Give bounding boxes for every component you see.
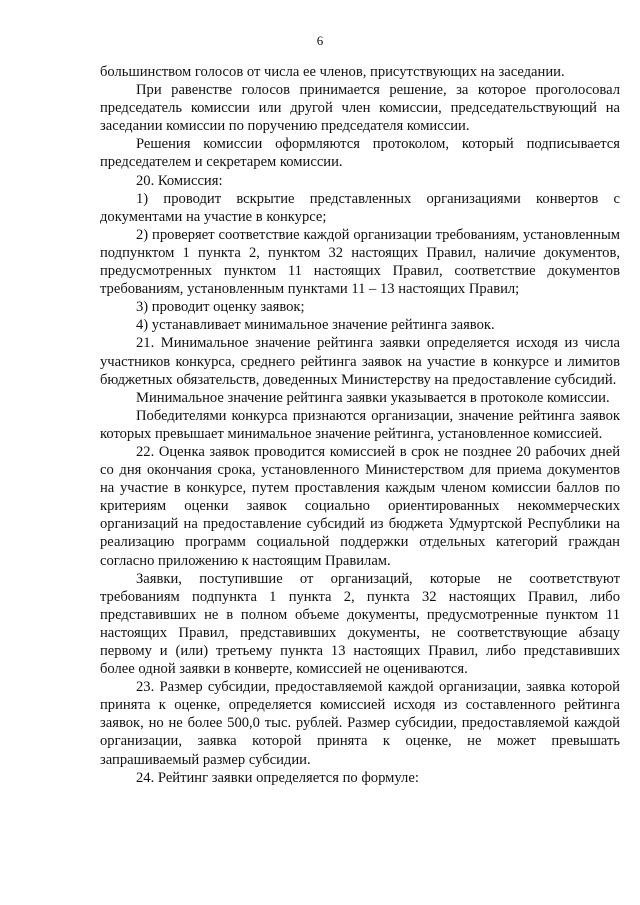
page-number: 6 xyxy=(316,33,324,48)
paragraph-clause-24: 24. Рейтинг заявки определяется по формуле: xyxy=(136,769,419,786)
paragraph-clause-20-2: 2) проверяет соответствие каждой организации требованиям, установленным подпунктом 1 пункта 2, пунктом 32 настоящих Правил, наличие документов, предусмотренных пунктом 11 настоящих Правил, соответствие документов требованиям, установленным пунктами 11 – 13 настоящих Правил; xyxy=(100,226,620,298)
paragraph-tie-vote: При равенстве голосов принимается решение, за которое проголосовал председатель комиссии или другой член комиссии, председательствующий на заседании комиссии по поручению председателя комиссии. xyxy=(100,82,620,135)
paragraph-clause-23: 23. Размер субсидии, предоставляемой каждой организации, заявка которой принята к оценке, определяется комиссией исходя из составленного рейтинга заявок, но не более 500,0 тыс. рублей. Размер субсидии, предоставляемой каждой организации, заявка которой принята к оценке, не может превышать запрашиваемый размер субсидии. xyxy=(100,679,620,768)
paragraph-clause-20: 20. Комиссия: xyxy=(136,172,223,189)
paragraph-winners: Победителями конкурса признаются организации, значение рейтинга заявок которых превышает минимальное значение рейтинга, установленное комиссией. xyxy=(100,407,620,442)
paragraph-min-rating: Минимальное значение рейтинга заявки указывается в протоколе комиссии. xyxy=(136,389,610,406)
paragraph-clause-21: 21. Минимальное значение рейтинга заявки определяется исходя из числа участников конкурса, среднего рейтинга заявок на участие в конкурсе и лимитов бюджетных обязательств, доведенных Министерству на предоставление субсидий. xyxy=(100,335,620,388)
paragraph-clause-22: 22. Оценка заявок проводится комиссией в срок не позднее 20 рабочих дней со дня окончания срока, установленного Министерством для приема документов на участие в конкурсе, путем проставления каждым членом комиссии баллов по критериям оценки заявок социально ориентированных некоммерческих организаций на предоставление субсидий из бюджета Удмуртской Республики на реализацию программ социальной поддержки отдельных категорий граждан согласно приложению к настоящим Правилам. xyxy=(100,443,620,569)
paragraph-clause-20-1: 1) проводит вскрытие представленных организациями конвертов с документами на участие в конкурсе; xyxy=(100,190,620,225)
paragraph-clause-20-4: 4) устанавливает минимальное значение рейтинга заявок. xyxy=(136,317,495,334)
paragraph-continuation: большинством голосов от числа ее членов, присутствующих на заседании. xyxy=(100,64,565,80)
paragraph-protocol: Решения комиссии оформляются протоколом, который подписывается председателем и секретарем комиссии. xyxy=(100,136,620,171)
document-body xyxy=(100,63,620,787)
paragraph-not-evaluated: Заявки, поступившие от организаций, которые не соответствуют требованиям подпункта 1 пункта 2, пункта 32 настоящих Правил, либо представивших не в полном объеме документы, предусмотренные пунктом 11 настоящих Правил, представивших документы, не соответствующие абзацу первому и (или) третьему пункта 13 настоящих Правил, либо представивших более одной заявки в конверте, комиссией не оцениваются. xyxy=(100,570,620,678)
paragraph-clause-20-3: 3) проводит оценку заявок; xyxy=(136,299,305,316)
